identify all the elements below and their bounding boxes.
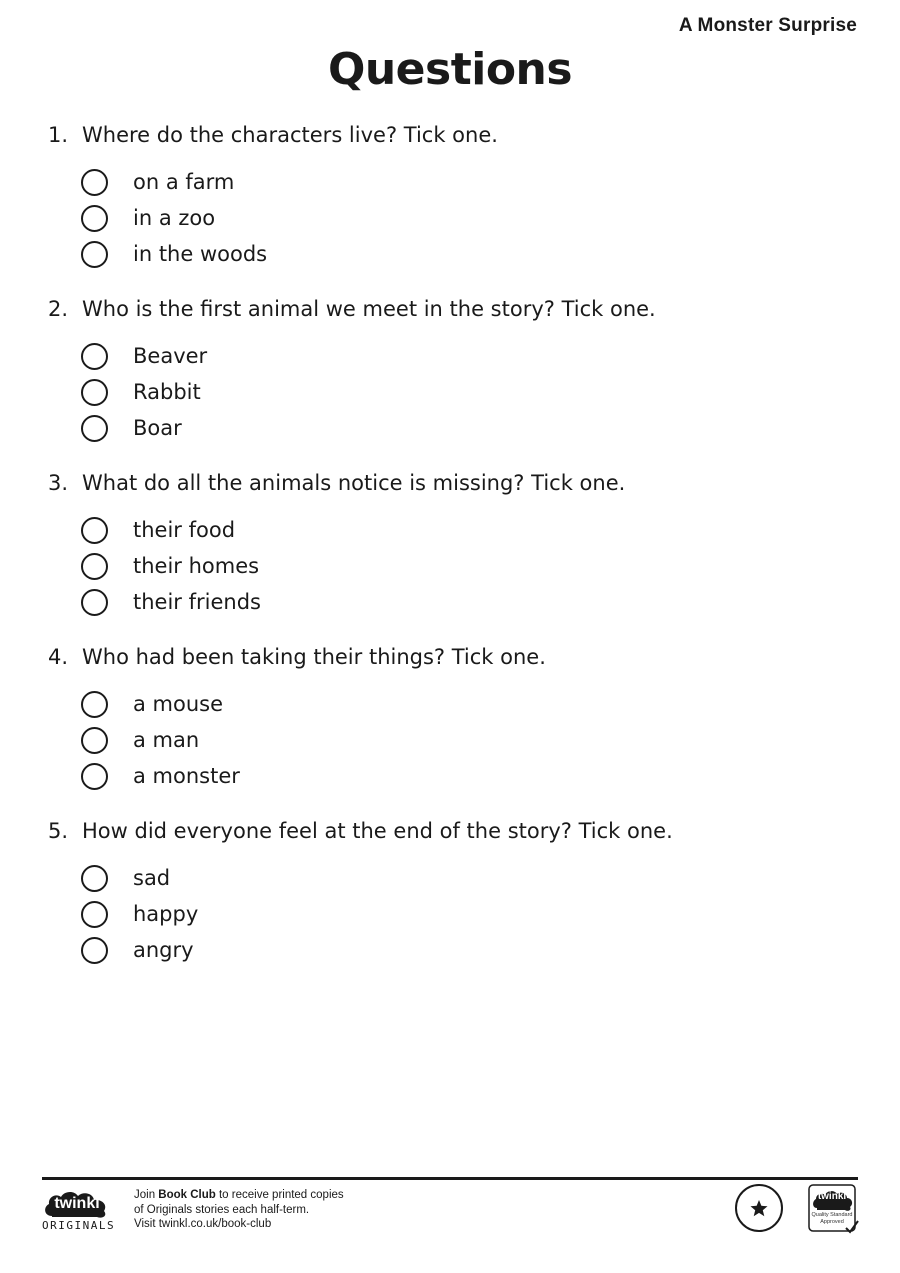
question-number: 2.: [48, 297, 69, 321]
tick-circle[interactable]: [81, 553, 108, 580]
tick-circle[interactable]: [81, 589, 108, 616]
option-label: Boar: [133, 416, 182, 440]
tick-circle[interactable]: [81, 415, 108, 442]
logo-originals-text: ORIGINALS: [42, 1219, 116, 1232]
book-club-promo: [134, 1188, 344, 1232]
star-rating-badge[interactable]: [735, 1184, 783, 1232]
option-label: Rabbit: [133, 380, 201, 404]
option-row[interactable]: [48, 932, 858, 968]
question-prompt: How did everyone feel at the end of the story? Tick one.: [82, 819, 673, 843]
tick-circle[interactable]: [81, 937, 108, 964]
tick-circle[interactable]: [81, 517, 108, 544]
option-row[interactable]: [48, 512, 858, 548]
quality-text: Quality Standard Approved: [811, 1212, 853, 1225]
option-label: their food: [133, 518, 236, 542]
option-row[interactable]: [48, 374, 858, 410]
tick-circle[interactable]: [81, 241, 108, 268]
promo-line-2: of Originals stories each half-term.: [134, 1203, 310, 1216]
question-prompt: What do all the animals notice is missing? Tick one.: [82, 471, 626, 495]
question-number: 4.: [48, 645, 69, 669]
question-3: [48, 468, 858, 620]
question-text: [48, 294, 858, 324]
option-row[interactable]: [48, 758, 858, 794]
option-label: angry: [133, 938, 194, 962]
option-label: a monster: [133, 764, 240, 788]
question-2: [48, 294, 858, 446]
option-list: [48, 338, 858, 446]
question-prompt: Who had been taking their things? Tick one.: [82, 645, 546, 669]
question-number: 3.: [48, 471, 69, 495]
page-title: Questions: [327, 44, 573, 95]
tick-circle[interactable]: [81, 901, 108, 928]
option-row[interactable]: [48, 686, 858, 722]
tick-circle[interactable]: [81, 727, 108, 754]
option-list: [48, 686, 858, 794]
option-label: in a zoo: [133, 206, 216, 230]
option-label: sad: [133, 866, 171, 890]
option-label: on a farm: [133, 170, 235, 194]
twinkl-originals-logo[interactable]: [42, 1188, 116, 1236]
option-label: happy: [133, 902, 199, 926]
story-title: A Monster Surprise: [678, 15, 857, 36]
option-label: in the woods: [133, 242, 268, 266]
option-label: a man: [133, 728, 200, 752]
option-label: Beaver: [133, 344, 208, 368]
tick-circle[interactable]: [81, 763, 108, 790]
option-label: their friends: [133, 590, 261, 614]
promo-line-1: Join Book Club to receive printed copies: [134, 1189, 344, 1201]
promo-line-3[interactable]: Visit twinkl.co.uk/book-club: [134, 1218, 272, 1230]
option-row[interactable]: [48, 338, 858, 374]
option-row[interactable]: [48, 236, 858, 272]
option-row[interactable]: [48, 410, 858, 446]
option-list: [48, 512, 858, 620]
question-text: [48, 468, 858, 498]
question-4: [48, 642, 858, 794]
footer-divider: [42, 1177, 858, 1180]
tick-circle[interactable]: [81, 169, 108, 196]
option-row[interactable]: [48, 722, 858, 758]
star-icon: [737, 1186, 781, 1230]
question-1: [48, 120, 858, 272]
option-list: [48, 164, 858, 272]
tick-circle[interactable]: [81, 865, 108, 892]
logo-wordmark: twinkl: [54, 1195, 100, 1212]
tick-circle[interactable]: [81, 691, 108, 718]
option-label: a mouse: [133, 692, 224, 716]
question-5: [48, 816, 858, 968]
question-prompt: Who is the first animal we meet in the story? Tick one.: [82, 297, 656, 321]
quality-standard-badge: [808, 1184, 860, 1236]
tick-circle[interactable]: [81, 205, 108, 232]
option-row[interactable]: [48, 860, 858, 896]
quality-wordmark: twinkl: [817, 1191, 847, 1202]
option-label: their homes: [133, 554, 260, 578]
option-row[interactable]: [48, 200, 858, 236]
option-row[interactable]: [48, 584, 858, 620]
question-text: [48, 120, 858, 150]
option-row[interactable]: [48, 896, 858, 932]
question-text: [48, 642, 858, 672]
option-list: [48, 860, 858, 968]
tick-circle[interactable]: [81, 379, 108, 406]
tick-circle[interactable]: [81, 343, 108, 370]
question-prompt: Where do the characters live? Tick one.: [82, 123, 498, 147]
question-number: 1.: [48, 123, 69, 147]
option-row[interactable]: [48, 548, 858, 584]
question-text: [48, 816, 858, 846]
option-row[interactable]: [48, 164, 858, 200]
question-number: 5.: [48, 819, 69, 843]
